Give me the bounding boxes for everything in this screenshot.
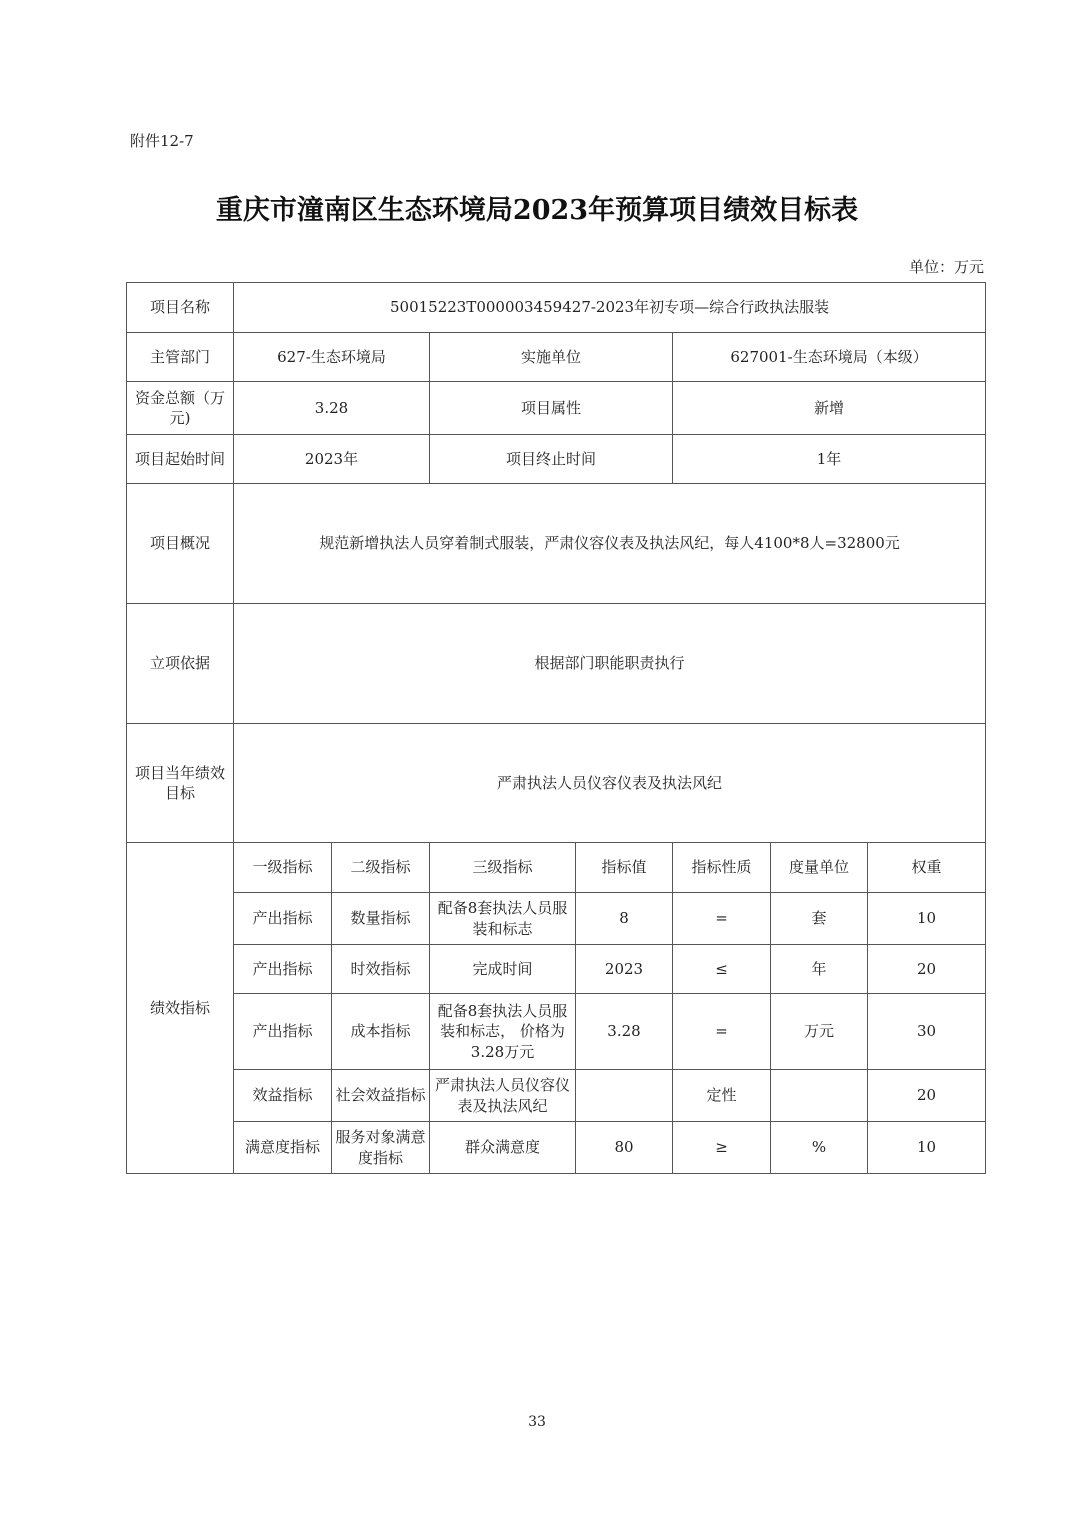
project-attribute-value: 新增 [673, 382, 986, 435]
performance-section-label: 绩效指标 [127, 843, 234, 1174]
row-overview [127, 484, 986, 604]
basis-value: 根据部门职能职责执行 [234, 604, 986, 724]
unit-cell: 年 [771, 945, 868, 994]
total-funds-label: 资金总额（万元) [127, 382, 234, 435]
basis-label: 立项依据 [127, 604, 234, 724]
weight-cell: 10 [868, 893, 986, 945]
level2-cell: 服务对象满意度指标 [332, 1122, 430, 1174]
level1-cell: 产出指标 [234, 945, 332, 994]
weight-cell: 30 [868, 994, 986, 1070]
table-row [127, 1070, 986, 1122]
project-attribute-label: 项目属性 [430, 382, 673, 435]
unit-cell: % [771, 1122, 868, 1174]
indicator-header-row [127, 843, 986, 893]
weight-cell: 10 [868, 1122, 986, 1174]
header-nature: 指标性质 [673, 843, 771, 893]
table-row [127, 945, 986, 994]
row-department [127, 333, 986, 382]
attachment-label: 附件12-7 [130, 132, 194, 150]
row-basis [127, 604, 986, 724]
table-row [127, 994, 986, 1070]
end-time-value: 1年 [673, 435, 986, 484]
nature-cell: = [673, 893, 771, 945]
unit-cell: 万元 [771, 994, 868, 1070]
weight-cell: 20 [868, 1070, 986, 1122]
project-name-label: 项目名称 [127, 283, 234, 333]
page-number: 33 [528, 1414, 546, 1430]
header-level2: 二级指标 [332, 843, 430, 893]
implementing-unit-value: 627001-生态环境局（本级） [673, 333, 986, 382]
level2-cell: 数量指标 [332, 893, 430, 945]
nature-cell: = [673, 994, 771, 1070]
page-title: 重庆市潼南区生态环境局2023年预算项目绩效目标表 [215, 195, 859, 226]
level2-cell: 成本指标 [332, 994, 430, 1070]
total-funds-value: 3.28 [234, 382, 430, 435]
row-funds [127, 382, 986, 435]
header-unit: 度量单位 [771, 843, 868, 893]
overview-label: 项目概况 [127, 484, 234, 604]
value-cell: 80 [576, 1122, 673, 1174]
value-cell: 3.28 [576, 994, 673, 1070]
level3-cell: 配备8套执法人员服装和标志， 价格为3.28万元 [430, 994, 576, 1070]
level1-cell: 效益指标 [234, 1070, 332, 1122]
end-time-label: 项目终止时间 [430, 435, 673, 484]
table-row [127, 893, 986, 945]
level1-cell: 满意度指标 [234, 1122, 332, 1174]
value-cell: 2023 [576, 945, 673, 994]
nature-cell: 定性 [673, 1070, 771, 1122]
unit-cell: 套 [771, 893, 868, 945]
overview-value: 规范新增执法人员穿着制式服装，严肃仪容仪表及执法风纪，每人4100*8人=32800元 [234, 484, 986, 604]
level3-cell: 严肃执法人员仪容仪表及执法风纪 [430, 1070, 576, 1122]
level3-cell: 群众满意度 [430, 1122, 576, 1174]
header-weight: 权重 [868, 843, 986, 893]
nature-cell: ≤ [673, 945, 771, 994]
level3-cell: 完成时间 [430, 945, 576, 994]
department-label: 主管部门 [127, 333, 234, 382]
table-row [127, 1122, 986, 1174]
level2-cell: 社会效益指标 [332, 1070, 430, 1122]
level1-cell: 产出指标 [234, 994, 332, 1070]
nature-cell: ≥ [673, 1122, 771, 1174]
goal-label: 项目当年绩效目标 [127, 724, 234, 843]
level2-cell: 时效指标 [332, 945, 430, 994]
start-time-label: 项目起始时间 [127, 435, 234, 484]
header-level3: 三级指标 [430, 843, 576, 893]
weight-cell: 20 [868, 945, 986, 994]
performance-target-table [126, 282, 986, 1174]
unit-label: 单位：万元 [908, 258, 984, 276]
level3-cell: 配备8套执法人员服装和标志 [430, 893, 576, 945]
goal-value: 严肃执法人员仪容仪表及执法风纪 [234, 724, 986, 843]
project-name-value: 50015223T000003459427-2023年初专项—综合行政执法服装 [234, 283, 986, 333]
row-project-name [127, 283, 986, 333]
value-cell [576, 1070, 673, 1122]
header-level1: 一级指标 [234, 843, 332, 893]
value-cell: 8 [576, 893, 673, 945]
row-dates [127, 435, 986, 484]
start-time-value: 2023年 [234, 435, 430, 484]
department-value: 627-生态环境局 [234, 333, 430, 382]
row-goal [127, 724, 986, 843]
implementing-unit-label: 实施单位 [430, 333, 673, 382]
unit-cell [771, 1070, 868, 1122]
level1-cell: 产出指标 [234, 893, 332, 945]
header-value: 指标值 [576, 843, 673, 893]
